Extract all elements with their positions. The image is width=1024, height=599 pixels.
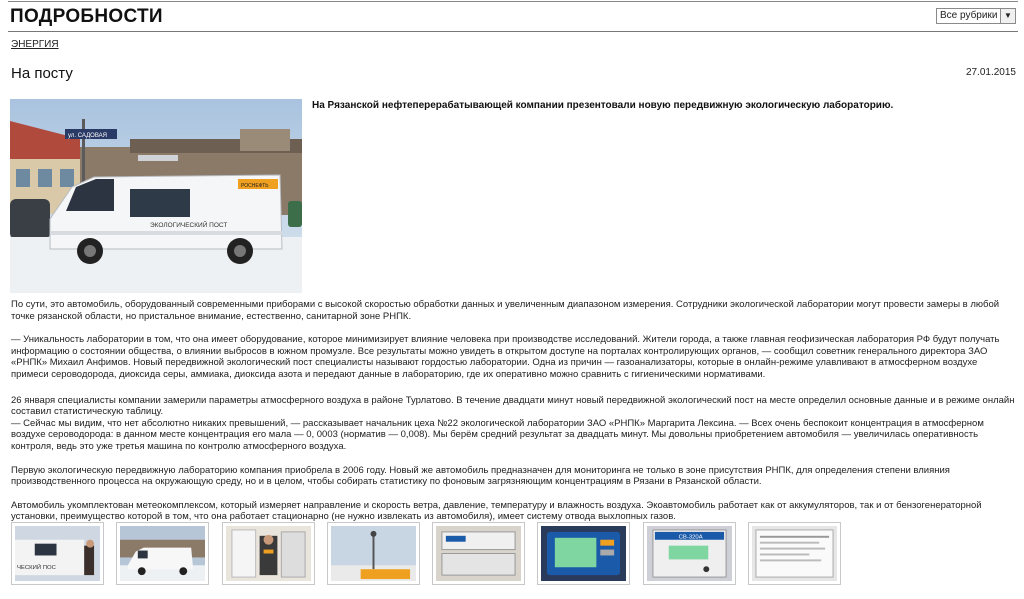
van-sticker-text: РОСНЕФТЬ <box>241 183 269 189</box>
van-interior-thumb-image <box>226 526 311 581</box>
article-paragraph-1: По сути, это автомобиль, оборудованный современными приборами с высокой скоростью обработки данных и увеличенным диапазоном измерения. Сотрудники экологической лаборатории могут провести замеры в любой точке рязанской области, но пристальное внимание, естественно, санитарной зоне РНПК. <box>11 299 1000 322</box>
eco-van-photo <box>10 99 302 293</box>
thumb-analyzer-text: СВ-320А <box>678 534 703 541</box>
gas-analyzer-thumb-image <box>647 526 732 581</box>
top-divider <box>8 1 1018 2</box>
article-paragraph-6: Автомобиль укомплектован метеокомплексом, который измеряет направление и скорость ветра, давление, температуру и влажность воздуха. Экоавтомобиль работает как от аккумуляторов, так и от бензогенераторной установки, преимущество которой в том, что она работает стационарно (не нужно извлекать из автомобиля), имеет систему отвода выхлопных газов. <box>11 499 982 523</box>
category-link[interactable]: ЭНЕРГИЯ <box>11 39 59 50</box>
article-body <box>11 299 1015 534</box>
rubric-select-value: Все рубрики <box>940 10 998 21</box>
gallery-thumb-3[interactable] <box>222 522 315 585</box>
equipment-rack-thumb-image <box>436 526 521 581</box>
article-lead: На Рязанской нефтеперерабатывающей компании презентовали новую передвижную экологическую лабораторию. <box>312 100 894 111</box>
van-side-thumb-image <box>15 526 100 581</box>
gallery-thumb-1[interactable] <box>11 522 104 585</box>
gallery-thumb-2[interactable] <box>116 522 209 585</box>
gallery-thumb-6[interactable] <box>537 522 630 585</box>
gallery-thumb-4[interactable] <box>327 522 420 585</box>
chevron-down-icon[interactable]: ▼ <box>1000 9 1015 23</box>
thumb-van-text: ЧЕСКИЙ ПОС <box>16 565 56 572</box>
header-divider <box>8 31 1018 32</box>
article-paragraph-5: Первую экологическую передвижную лабораторию компания приобрела в 2006 году. Новый же автомобиль предназначен для мониторинга не только в зоне присутствия РНПК, для определения степени влияния производственного процесса на окружающую среду, но и в целом, чтобы собирать статистику по фоновым загрязняющим концентрациям в Рязани в Рязанской области. <box>11 464 950 488</box>
gallery-thumb-5[interactable] <box>432 522 525 585</box>
article-paragraph-2: — Уникальность лаборатории в том, что она имеет оборудование, которое минимизирует влияние человека при производстве исследований. Жители города, а также главная геофизическая лаборатория РФ будут получать информацию о состоянии общества, о влиянии выбросов в южном промузле. Все результаты можно увидеть в открытом доступе на порталах контролирующих органов, — сообщил советник генерального директора ЗАО «РНПК» Михаил Анфимов. Новый передвижной экологический пост специалисты называют гордостью лаборатории. Одна из причин — газоанализаторы, которые в онлайн-режиме улавливают в атмосферном воздухе примеси сероводорода, диоксида серы, аммиака, диоксида азота и передают данные в лабораторию, где их оперативно можно сравнить с гигиеническими нормативами. <box>11 334 1000 380</box>
page-title: ПОДРОБНОСТИ <box>10 6 163 27</box>
analyzer-screen-thumb-image <box>541 526 626 581</box>
article-paragraph-3: 26 января специалисты компании замерили параметры атмосферного воздуха в районе Турлатово. В течение двадцати минут новый передвижной экологический пост на месте определил основные данные и в режиме онлайн составил статистическую таблицу. <box>11 394 1015 418</box>
gallery-thumb-8[interactable] <box>748 522 841 585</box>
monitor-data-thumb-image <box>752 526 837 581</box>
page-header <box>10 6 1016 28</box>
weather-station-thumb-image <box>331 526 416 581</box>
rubric-select[interactable] <box>936 8 1016 24</box>
van-label-text: ЭКОЛОГИЧЕСКИЙ ПОСТ <box>150 222 228 229</box>
article-title: На посту <box>11 65 73 82</box>
gallery-thumb-7[interactable] <box>643 522 736 585</box>
van-front-thumb-image <box>120 526 205 581</box>
article-date: 27.01.2015 <box>965 67 1016 78</box>
main-photo[interactable] <box>10 99 302 293</box>
street-sign-text: ул. САДОВАЯ <box>68 133 107 139</box>
article-paragraph-4: — Сейчас мы видим, что нет абсолютно никаких превышений, — рассказывает начальник цеха №22 экологической лаборатории ЗАО «РНПК» Маргарита Лексина. — Всех очень беспокоит концентрация в атмосферном воздухе сероводорода: в данном месте концентрация его мала — 0, 0003 (норматив — 0,008). Мы берём средний результат за двадцать минут. Мы довольны приобретением автомобиля — увеличилась оперативность контроля, ведь это уже третья машина по контролю атмосферного воздуха. <box>11 417 984 452</box>
